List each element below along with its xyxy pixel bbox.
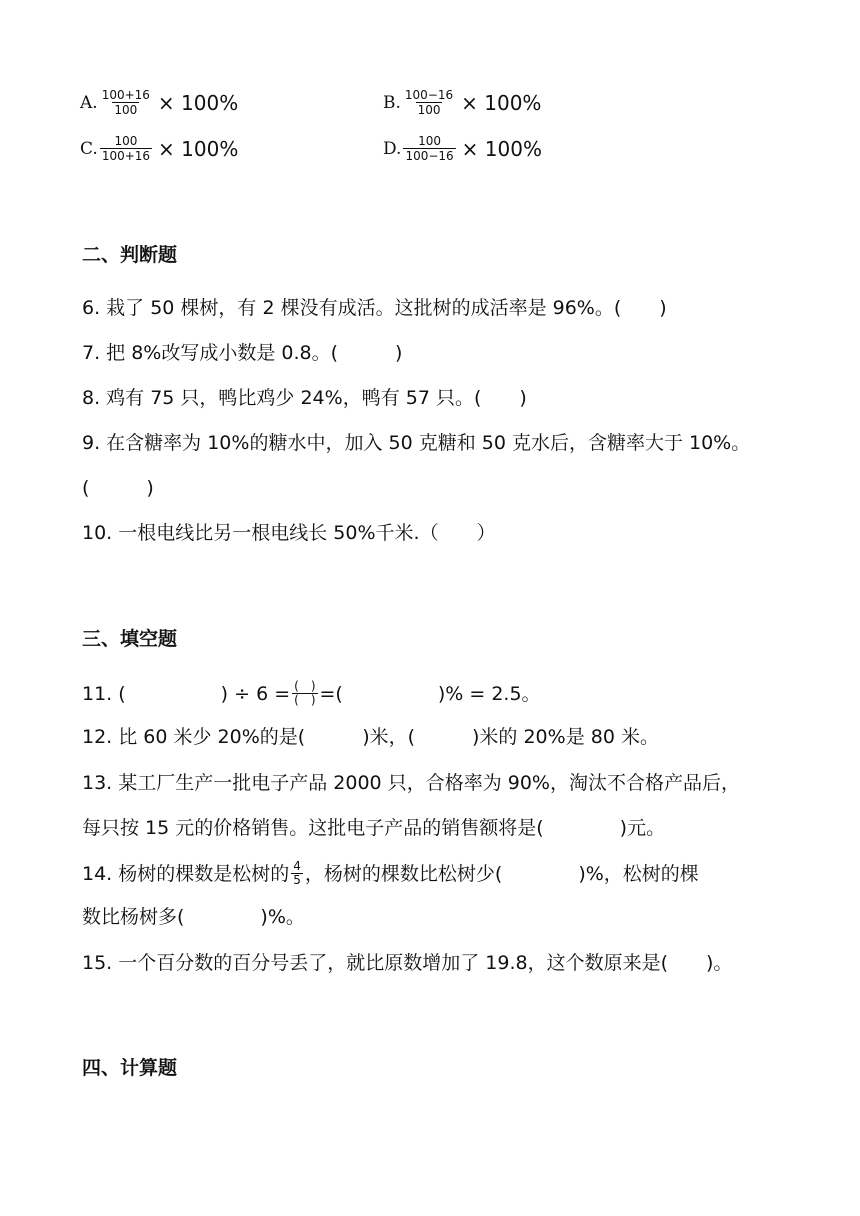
question-14-suffix: ，杨树的棵数比松树少( )%，松树的棵 [304,862,699,885]
section-fill-title: 三、填空题 [82,628,178,650]
option-d [383,134,542,163]
section-judgement-title: 二、判断题 [82,244,178,266]
question-11 [82,680,541,707]
question-14-numerator: 4 [293,859,301,873]
question-11-denominator: ( ) [294,693,316,707]
question-13: 13. 某工厂生产一批电子产品 2000 只，合格率为 90%，淘汰不合格产品后， [82,772,740,794]
section-calc-title: 四、计算题 [82,1057,178,1079]
option-b-letter: B. [383,92,401,113]
question-12: 12. 比 60 米少 20%的是( )米，( )米的 20%是 80 米。 [82,726,659,748]
option-d-denominator: 100−16 [405,149,454,163]
option-c-tail: × 100% [158,136,239,161]
option-c-denominator: 100+16 [101,149,151,163]
question-11-suffix: =( )% = 2.5。 [319,682,541,705]
question-11-fraction [292,680,317,707]
question-7: 7. 把 8%改写成小数是 0.8。( ) [82,342,403,364]
question-11-numerator: ( ) [294,679,316,693]
option-a-letter: A. [80,92,98,113]
question-10: 10. 一根电线比另一根电线长 50%千米.（ ） [82,522,496,544]
option-a [80,88,238,117]
option-b-fraction [403,88,455,117]
question-11-prefix: 11. ( ) ÷ 6 = [82,682,291,705]
option-b-tail: × 100% [461,90,542,115]
option-c-letter: C. [80,138,98,159]
question-14-continued: 数比杨树多( )%。 [82,906,305,928]
question-6: 6. 栽了 50 棵树，有 2 棵没有成活。这批树的成活率是 96%。( ) [82,297,667,319]
question-14-prefix: 14. 杨树的棵数是松树的 [82,862,290,885]
option-a-fraction [100,88,152,117]
question-8: 8. 鸡有 75 只，鸭比鸡少 24%，鸭有 57 只。( ) [82,387,527,409]
option-a-numerator: 100+16 [101,88,150,102]
option-a-denominator: 100 [114,103,138,117]
option-c-fraction [100,134,152,163]
question-14-denominator: 5 [293,873,301,887]
option-c-numerator: 100 [114,134,138,148]
option-d-tail: × 100% [461,136,542,161]
question-14-fraction [291,860,303,887]
question-9: 9. 在含糖率为 10%的糖水中，加入 50 克糖和 50 克水后，含糖率大于 10%。 [82,432,751,454]
option-b-numerator: 100−16 [404,88,454,102]
option-b [383,88,541,117]
option-d-letter: D. [383,138,402,159]
question-15: 15. 一个百分数的百分号丢了，就比原数增加了 19.8，这个数原来是( )。 [82,952,733,974]
option-b-denominator: 100 [417,103,441,117]
option-d-numerator: 100 [418,134,441,148]
option-d-fraction [403,134,455,163]
question-9-answer: ( ) [82,477,154,499]
option-a-tail: × 100% [157,90,239,115]
question-14 [82,860,699,887]
question-13-continued: 每只按 15 元的价格销售。这批电子产品的销售额将是( )元。 [82,817,666,839]
option-c [80,134,238,163]
